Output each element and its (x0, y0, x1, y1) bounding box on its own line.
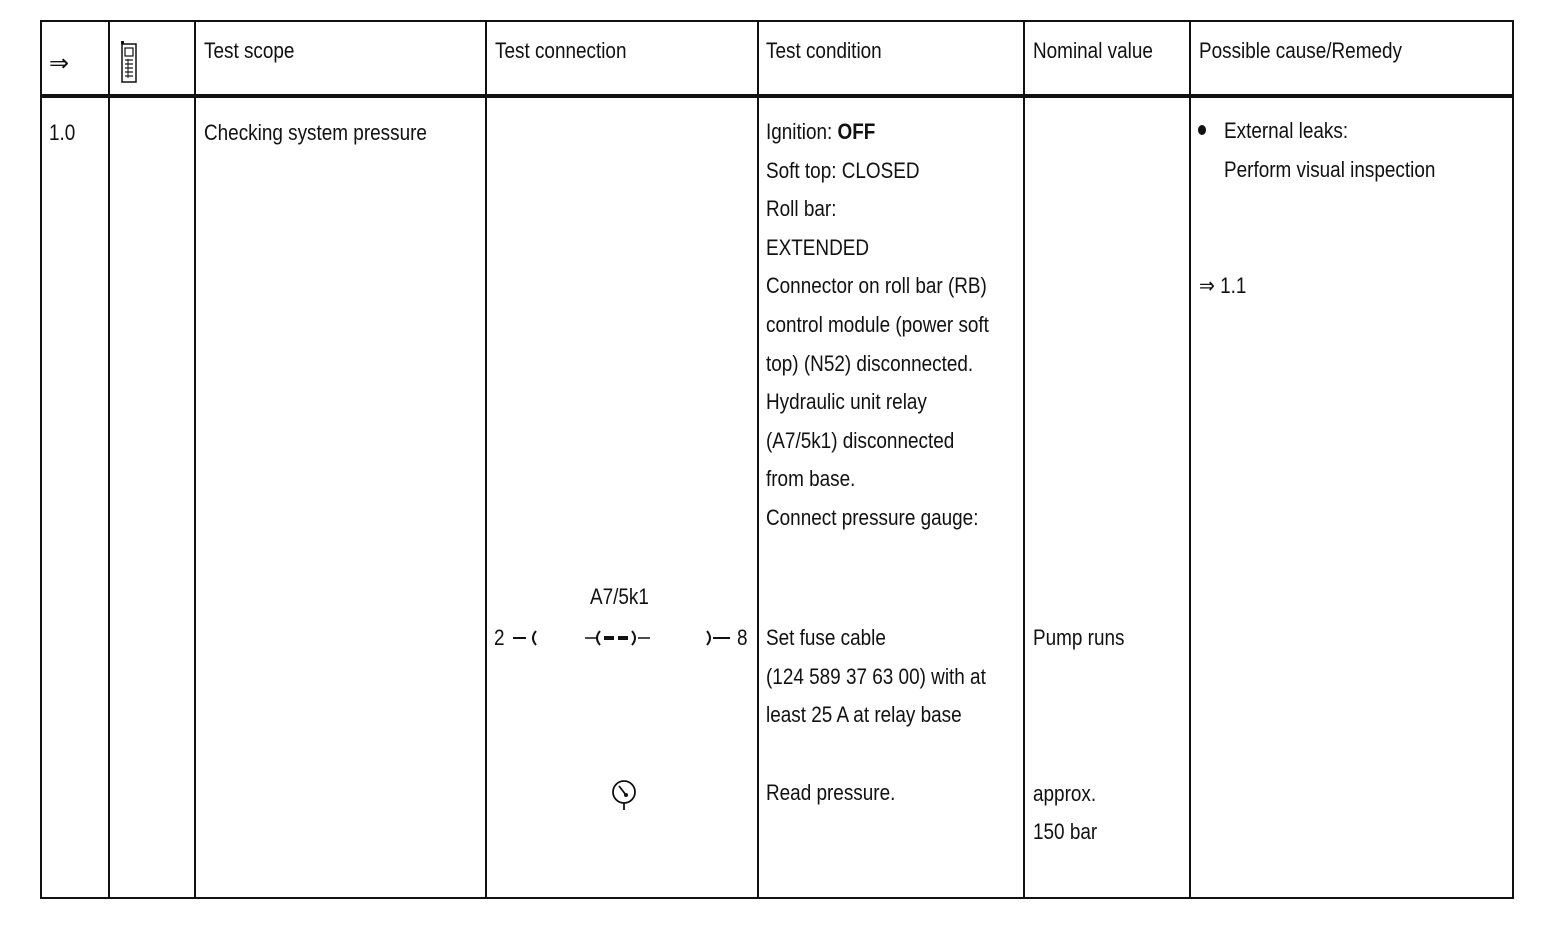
condition-line: Connector on roll bar (RB) (766, 273, 987, 299)
step-number: 1.0 (49, 120, 76, 145)
condition-label: Ignition: (766, 119, 838, 144)
condition-line: top) (N52) disconnected. (766, 350, 974, 376)
goto-step-link[interactable]: ⇒ 1.1 (1199, 273, 1247, 298)
header-nominal-value: Nominal value (1033, 38, 1153, 63)
column-divider (194, 22, 196, 897)
nominal-pressure-value: 150 bar (1033, 819, 1098, 844)
read-pressure-text: Read pressure. (766, 780, 896, 805)
header-rule (42, 94, 1512, 98)
fuse-instruction (766, 619, 986, 735)
relay-fuse-connector-icon (492, 618, 752, 652)
condition-line: from base. (766, 466, 856, 492)
column-divider (108, 22, 110, 897)
arrow-header-icon: ⇒ (49, 50, 70, 77)
fuse-line: Set fuse cable (766, 625, 886, 650)
column-divider (1023, 22, 1025, 897)
condition-line: Connect pressure gauge: (766, 504, 979, 530)
condition-line: (A7/5k1) disconnected (766, 427, 955, 453)
pressure-gauge-icon (610, 777, 638, 813)
fuse-line: least 25 A at relay base (766, 702, 962, 728)
column-divider (485, 22, 487, 897)
component-label: A7/5k1 (590, 584, 649, 609)
cause-remedy-text: Perform visual inspection (1224, 157, 1436, 182)
left-pin-label: 2 (494, 625, 505, 650)
header-test-connection: Test connection (495, 38, 627, 63)
test-table (40, 20, 1514, 899)
condition-line (766, 113, 989, 152)
condition-line: EXTENDED (766, 234, 870, 260)
diagnostic-tester-icon (120, 40, 138, 84)
column-divider (1189, 22, 1191, 897)
test-condition-list (766, 113, 989, 538)
header-test-scope: Test scope (204, 38, 295, 63)
cause-external-leaks: External leaks: (1224, 118, 1349, 143)
header-possible-cause: Possible cause/Remedy (1199, 38, 1402, 63)
condition-line: Hydraulic unit relay (766, 389, 927, 415)
header-test-condition: Test condition (766, 38, 882, 63)
fuse-line: (124 589 37 63 00) with at (766, 663, 986, 689)
condition-line: Soft top: CLOSED (766, 157, 920, 183)
condition-line: control module (power soft (766, 311, 989, 337)
condition-line: Roll bar: (766, 196, 837, 222)
condition-value: OFF (837, 119, 876, 144)
nominal-pump-text: Pump runs (1033, 625, 1125, 650)
right-pin-label: 8 (737, 625, 748, 650)
test-scope-text: Checking system pressure (204, 120, 427, 145)
column-divider (757, 22, 759, 897)
bullet-icon (1198, 125, 1206, 135)
nominal-pressure-line: approx. (1033, 781, 1097, 806)
